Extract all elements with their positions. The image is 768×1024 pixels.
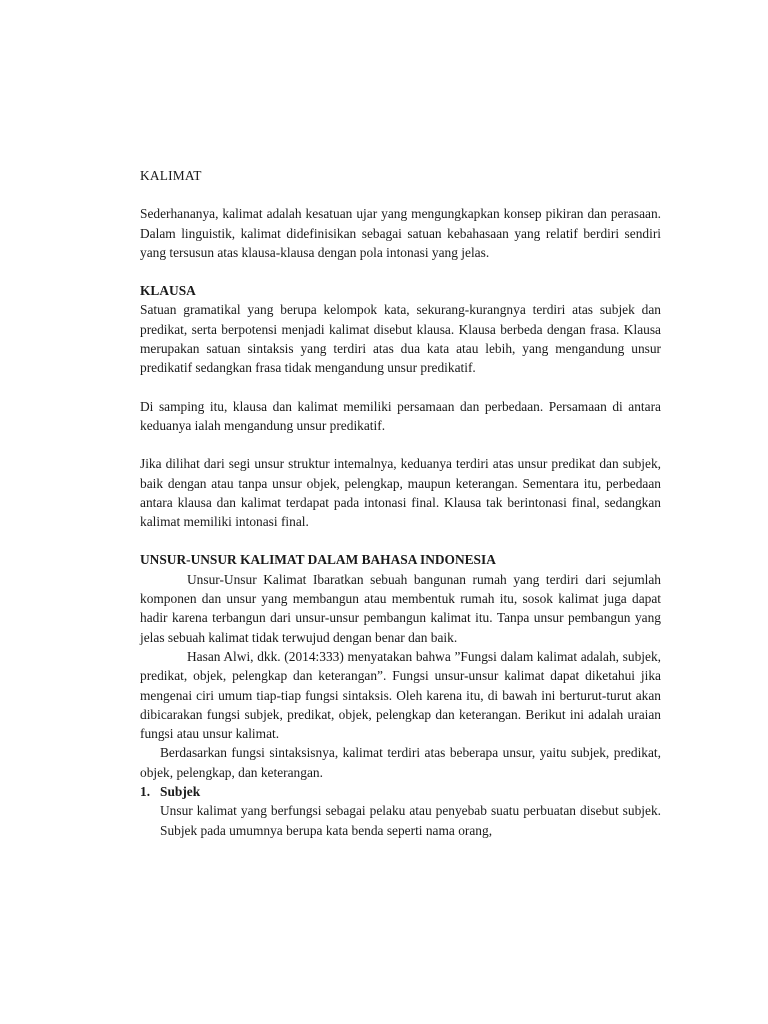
paragraph-unsur-1: Unsur-Unsur Kalimat Ibaratkan sebuah bangunan rumah yang terdiri dari sejumlah komponen dan unsur yang membangun atau membentuk rumah itu, sosok kalimat juga dapat hadir karena terbangun dari unsur-unsur pembangun kalimat itu. Tanpa unsur pembangun yang jelas sebuah kalimat tidak terwujud dengan benar dan baik. bbox=[140, 571, 661, 645]
spacer bbox=[140, 262, 661, 281]
list-item-heading bbox=[140, 782, 661, 801]
spacer bbox=[140, 185, 661, 204]
list-item bbox=[140, 782, 661, 840]
spacer bbox=[140, 435, 661, 454]
paragraph-unsur-3: Berdasarkan fungsi sintaksisnya, kalimat terdiri atas beberapa unsur, yaitu subjek, predikat, objek, pelengkap, dan keterangan. bbox=[140, 745, 661, 780]
list-item-title: Subjek bbox=[160, 784, 201, 800]
list-item-text: Unsur kalimat yang berfungsi sebagai pelaku atau penyebab suatu perbuatan disebut subjek. Subjek pada umumnya berupa kata benda seperti nama orang, bbox=[160, 803, 661, 838]
heading-klausa: KLAUSA bbox=[140, 283, 196, 299]
function-list bbox=[140, 782, 661, 840]
paragraph-unsur-2: Hasan Alwi, dkk. (2014:333) menyatakan bahwa ”Fungsi dalam kalimat adalah, subjek, predikat, objek, pelengkap dan keterangan”. Fungsi unsur-unsur kalimat dapat diketahui jika mengenai ciri umum tiap-tiap fungsi sintaksis. Oleh karena itu, di bawah ini berturut-turut akan dibicarakan fungsi subjek, predikat, objek, pelengkap dan keterangan. Berikut ini adalah uraian fungsi atau unsur kalimat. bbox=[140, 648, 661, 742]
heading-kalimat: KALIMAT bbox=[140, 168, 202, 183]
paragraph-klausa-3: Jika dilihat dari segi unsur struktur intemalnya, keduanya terdiri atas unsur predikat dan subjek, baik dengan atau tanpa unsur objek, pelengkap, maupun keterangan. Sementara itu, perbedaan antara klausa dan kalimat terdapat pada intonasi final. Klausa tak berintonasi final, sedangkan kalimat memiliki intonasi final. bbox=[140, 456, 661, 530]
paragraph-klausa-1: Satuan gramatikal yang berupa kelompok kata, sekurang-kurangnya terdiri atas subjek dan predikat, serta berpotensi menjadi kalimat disebut klausa. Klausa berbeda dengan frasa. Klausa merupakan satuan sintaksis yang terdiri atas dua kata atau lebih, yang mengandung unsur predikatif sedangkan frasa tidak mengandung unsur predikatif. bbox=[140, 302, 661, 376]
spacer bbox=[140, 378, 661, 397]
paragraph-kalimat: Sederhananya, kalimat adalah kesatuan ujar yang mengungkapkan konsep pikiran dan perasaan. Dalam linguistik, kalimat didefinisikan sebagai satuan kebahasaan yang relatif berdiri sendiri yang tersusun atas klausa-klausa dengan pola intonasi yang jelas. bbox=[140, 206, 661, 260]
document-content bbox=[140, 166, 661, 840]
heading-unsur-kalimat: UNSUR-UNSUR KALIMAT DALAM BAHASA INDONESIA bbox=[140, 552, 496, 568]
list-item-number: 1. bbox=[140, 784, 151, 800]
paragraph-klausa-2: Di samping itu, klausa dan kalimat memiliki persamaan dan perbedaan. Persamaan di antara keduanya ialah mengandung unsur predikatif. bbox=[140, 398, 661, 433]
spacer bbox=[140, 531, 661, 550]
